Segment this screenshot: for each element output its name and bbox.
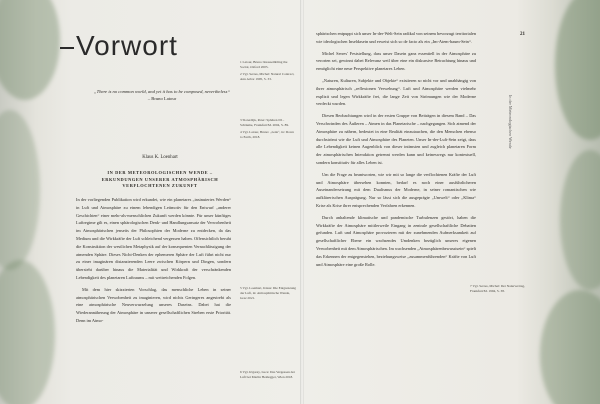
footnote: 7 Vgl. Serres, Michel: Der Naturvertrag, Frankfurt/M. 1994, S. 38.	[470, 284, 525, 293]
paragraph: sphärischen entpuppt sich unser In-der-Welt-Sein radikal von seinem bevorzugt territorialen wie ideologischen Inseldasein und erweist sich so de facto als ein „Im-Atem-baum-Sein“.	[316, 31, 476, 44]
paragraph: In der vorliegenden Publikation wird erkundet, wie ein planetares „insinuiertes Werden“ in Luft und Atmosphäre zu einem lebendigen Leitmotiv für den Entwurf „anderer Geschichten“ einer mehr-als-menschlichen Zukunft werden könnte. Für unser künftiges Luftregime gilt es, einen sphärologischen Denk- und Handlungsansatz der Verwobenheit im Atmosphärischen jenseits der Philosophien der Moderne zu entdecken, da das Medium und die Wirkkräfte der Luft schleichend vergessen haben. Offensichtlich beruht die Konstruktion der westlichen Metaphysik auf der konsequenten Vernachlässigung der atmenden Sphäre. Dieses Nicht-Denken der ephemeren Sphäre der Luft führt nicht nur zu einer imaginären distanzierenden Leere zwischen Körpern und Dingen, sondern übersieht darüber hinaus die Materialität und Wirkkraft der verschränkenden Lebendigkeit des planetaren Luftraums – mit weitreichenden Folgen.	[76, 197, 231, 280]
paragraph: Diesen Beobachtungen wird in der ersten Gruppe von Beiträgen in diesem Band – Das Verschwinden des Äußeren – Atmen in das Planetarische – nachgegangen. Sich atmend der Atmosphäre zu nähern, bedeutet in eine Realität einzutauchen, die den Menschen ebenso durchströmt wie die Luft und Atmosphäre des Planeten. Unser In-der-Luft-Sein zeigt, dass alle Lebendigkeit keinen Augenblick von dieser intimsten und zugleich planetaren Form der atmosphärischen Interaktion getrennt werden kann und keineswegs nur kontextuell, sondern konstitutiv für alles Leben ist.	[316, 113, 476, 165]
epigraph-author: – Bruno Latour	[147, 96, 177, 101]
footnote-block	[240, 60, 296, 84]
footnote-block	[240, 118, 296, 142]
right-text-column	[316, 30, 476, 402]
foliage-decoration	[0, 260, 55, 404]
epigraph-text: „There is no common world, and yet it has to be composed, nevertheless“	[94, 89, 230, 94]
footnote: 3 Sloterdijk, Peter: Sphären III – Schäume, Frankfurt/M. 2004, S. 89.	[240, 118, 289, 127]
paragraph: Um die Frage zu beantworten, wie wir mit so lange die verflochtenen Kräfte der Luft und Atmosphäre übersehen konnten, bedarf es noch einer ausführlicheren Auseinandersetzung mit dem Dualismus der Moderne, in seiner romantischen wie aufklärerischen Ausprägung. Nur so lässt sich die ausgeprägte „Umwelt“ oder „Klima“ Krise als Krise ihrer entsprechenden Verfahren erkennen.	[316, 171, 476, 208]
running-head: In der Meteorologischen Wende	[508, 95, 513, 149]
author-name: Klaus K. Loenhart	[142, 155, 178, 160]
foliage-decoration	[560, 150, 600, 290]
footnote: 5 Vgl. Loenhart, Klaus: Die Entgrenzung der Luft, in: Atmosphärische Wende, Graz 2021.	[240, 286, 296, 300]
foliage-decoration	[555, 0, 600, 140]
footnote-block	[240, 286, 296, 303]
footnote-block	[470, 284, 526, 296]
footnote-block	[240, 370, 296, 382]
foliage-decoration	[540, 290, 600, 404]
paragraph: „Naturen, Kulturen, Subjekte und Objekte“ existieren so nicht vor und unabhängig von ihrer atmosphärisch „reflexionen Verwebung“. Luft und Atmosphäre werden vielmehr explizit und legen Wirkkräfte frei, die lange Zeit von Strömungen wie der Moderne verdeckt wurden.	[316, 77, 476, 107]
footnote: 2 Vgl. Serres, Michel: Natural Contract, Ann Arbor 1995, S. 33.	[240, 72, 295, 81]
page-number: 21	[520, 32, 525, 37]
page-title: Vorwort	[60, 30, 178, 62]
paragraph: Durch anhaltende klimatische und pandemische Turbulenzen gestört, haben die Wirkkräfte der Atmosphäre mittlerweile Eingang in zentrale gesellschaftliche Debatten gefunden. Luft und Atmosphäre provozieren mit der zunehmenden Aufmerksamkeit auf gesellschaftlicher Ebene ein wachsendes Umdenken bezüglich unseres eigenen Verwobenheit mit dem Atmosphärischen. Im wachsenden „Atmosphärenbewusstsein“ spielt das Erkennen der entgegenstehen, beziehungsweise „zusammenführenden“ Kräfte von Luft und Atmosphäre eine große Rolle.	[316, 214, 476, 267]
foliage-decoration	[0, 0, 60, 100]
paragraph: Mit dem hier skizzierten Vorschlag, das menschliche Leben in seiner atmosphärischen Verwobenheit zu imaginieren, wird nichts Geringeres angestrebt als eine atmosphärische Neuverwurzelung unseres Daseins. Dabei hat die Wiederannäherung der Atmosphäre in unserer gesellschaftlichen Streben erste Priorität. Denn im Atmo-	[76, 286, 231, 323]
foliage-decoration	[0, 110, 40, 270]
essay-subtitle: IN DER METEOROLOGISCHEN WENDE – ERKUNDUNGEN UNSERER ATMOSPHÄRISCH VERFLOCHTENEN ZUKUNFT	[101, 170, 219, 188]
left-text-column	[76, 196, 231, 402]
page-gutter	[300, 0, 304, 404]
footnote: 4 Vgl. Latour, Bruno: „Gaïa“, in: Down to Earth, 2018.	[240, 130, 294, 139]
footnote: 6 Vgl. Irigaray, Luce: Das Vergessen der Luft bei Martin Heidegger, Wien 2018.	[240, 370, 295, 379]
paragraph: Michel Serres' Feststellung, dass unser Dasein ganz essentiell in der Atmosphäre zu verorten sei, gewinnt dabei Relevanz weil über eine ein diskursive Betrachtung hinaus und ermöglicht eine neue Perspektive planetares Leben.	[316, 50, 476, 72]
footnote: 1 Latour, Bruno: Reassembling the Social, Oxford 2005.	[240, 60, 288, 69]
epigraph	[92, 88, 232, 102]
